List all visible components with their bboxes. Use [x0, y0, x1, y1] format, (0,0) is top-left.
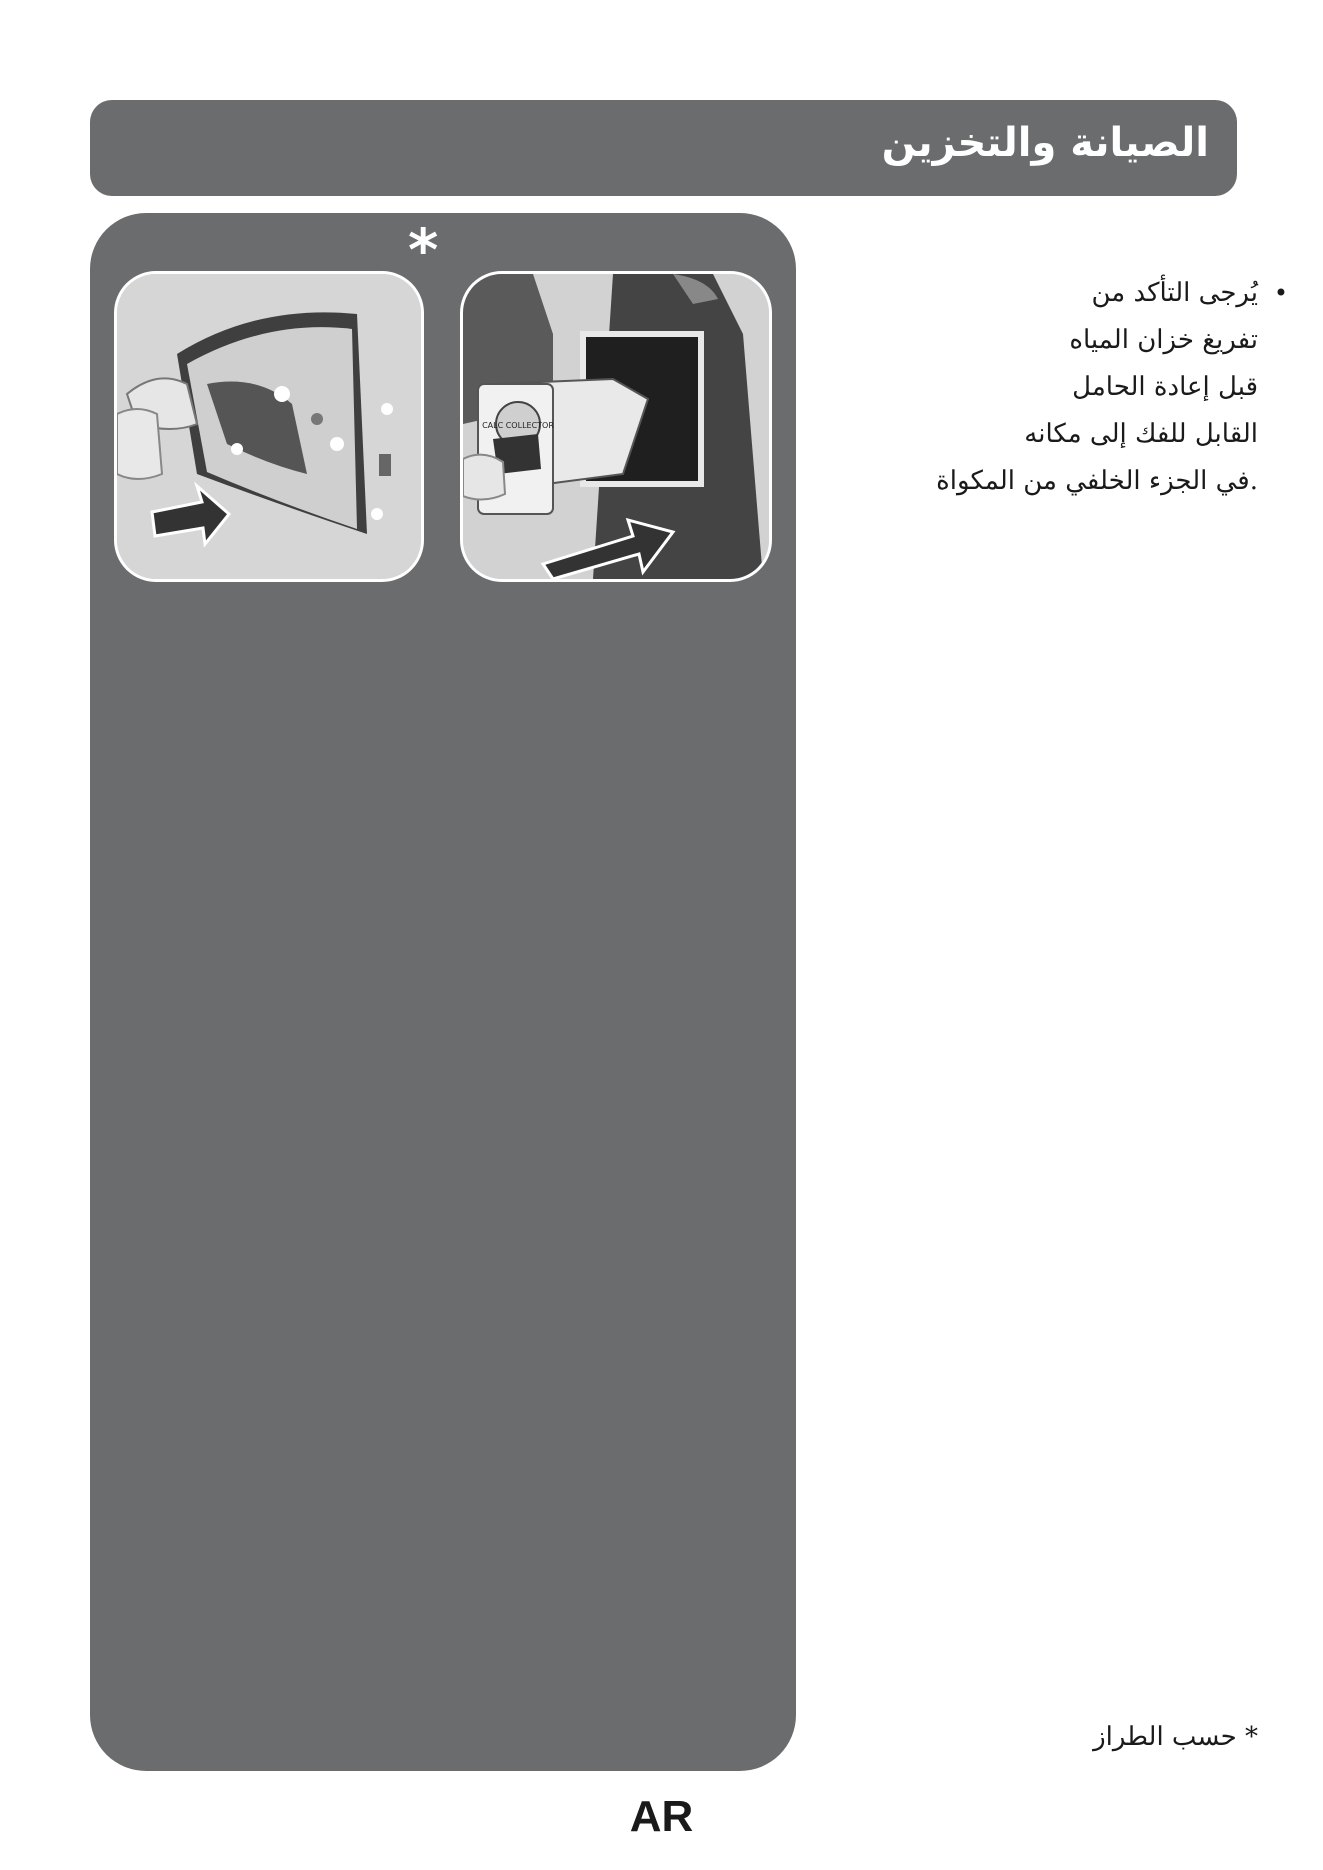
calc-collector-drawing — [463, 274, 769, 579]
instruction-line-5: .في الجزء الخلفي من المكواة — [936, 466, 1258, 496]
model-footnote: * حسب الطراز — [1093, 1722, 1258, 1752]
language-code: AR — [629, 1792, 694, 1841]
instruction-line-4: القابل للفك إلى مكانه — [1024, 419, 1258, 449]
instruction-text — [838, 270, 1288, 505]
bullet-marker: • — [1273, 279, 1288, 307]
page-title: الصيانة والتخزين — [881, 120, 1209, 166]
illustration-panel — [90, 213, 796, 1771]
calc-collector-label: CALC COLLECTOR — [482, 421, 554, 430]
model-asterisk-marker: * — [408, 216, 439, 284]
instruction-line-1: يُرجى التأكد من — [1091, 278, 1258, 308]
instruction-line-3: قبل إعادة الحامل — [1072, 372, 1258, 402]
calc-collector-insertion-illustration — [460, 271, 772, 582]
section-header — [90, 100, 1237, 196]
instruction-line-2: تفريغ خزان المياه — [1069, 325, 1258, 355]
iron-base-removal-drawing — [117, 274, 421, 579]
iron-base-removal-illustration — [114, 271, 424, 582]
